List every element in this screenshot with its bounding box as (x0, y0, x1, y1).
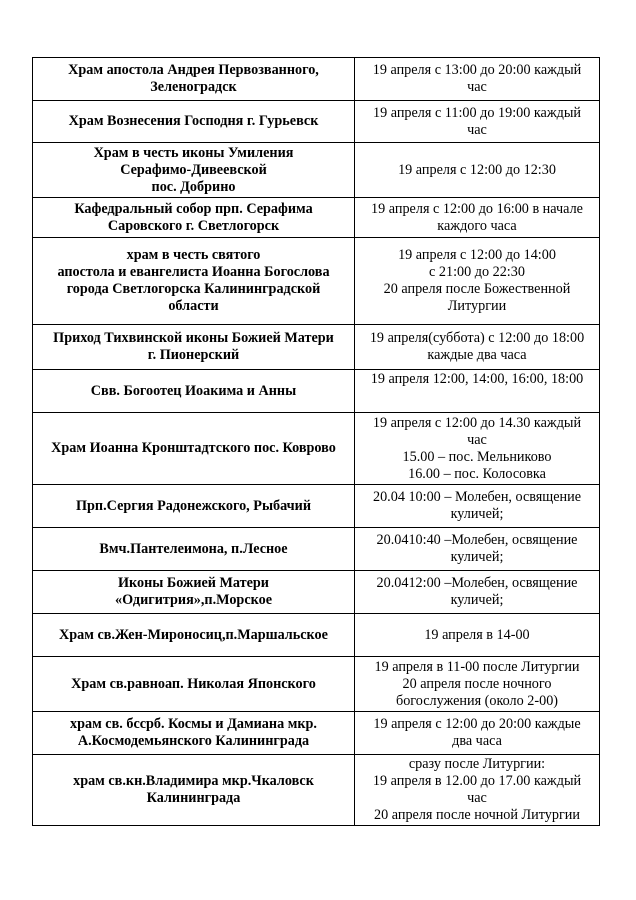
schedule-cell: 19 апреля с 12:00 до 12:30 (355, 143, 600, 198)
table-row (33, 370, 600, 413)
table-row (33, 528, 600, 571)
table-row (33, 614, 600, 657)
table-row (33, 485, 600, 528)
church-cell: Храм св.равноап. Николая Японского (33, 657, 355, 712)
schedule-cell: 20.0412:00 –Молебен, освящение куличей; (355, 571, 600, 614)
table-row (33, 143, 600, 198)
schedule-table (32, 57, 600, 826)
church-cell: Свв. Богоотец Иоакима и Анны (33, 370, 355, 413)
church-cell: Прп.Сергия Радонежского, Рыбачий (33, 485, 355, 528)
schedule-cell: 19 апреля с 11:00 до 19:00 каждый час (355, 101, 600, 143)
schedule-cell: 19 апреля(суббота) с 12:00 до 18:00 каждые два часа (355, 325, 600, 370)
schedule-cell: 19 апреля с 13:00 до 20:00 каждый час (355, 58, 600, 101)
table-row (33, 198, 600, 238)
table-row (33, 101, 600, 143)
church-cell: Храм Вознесения Господня г. Гурьевск (33, 101, 355, 143)
schedule-cell: 19 апреля с 12:00 до 14:00 с 21:00 до 22:30 20 апреля после Божественной Литургии (355, 238, 600, 325)
table-row (33, 571, 600, 614)
church-cell: Приход Тихвинской иконы Божией Матери г. Пионерский (33, 325, 355, 370)
table-row (33, 755, 600, 826)
schedule-cell: сразу после Литургии: 19 апреля в 12.00 до 17.00 каждый час 20 апреля после ночной Литургии (355, 755, 600, 826)
schedule-cell: 19 апреля с 12:00 до 20:00 каждые два часа (355, 712, 600, 755)
table-row (33, 657, 600, 712)
schedule-cell: 19 апреля в 11-00 после Литургии 20 апреля после ночного богослужения (около 2-00) (355, 657, 600, 712)
schedule-cell: 20.04 10:00 – Молебен, освящение куличей; (355, 485, 600, 528)
church-cell: храм св. бссрб. Космы и Дамиана мкр. А.Космодемьянского Калининграда (33, 712, 355, 755)
table-row (33, 58, 600, 101)
document-page (32, 57, 597, 826)
church-cell: Иконы Божией Матери «Одигитрия»,п.Морское (33, 571, 355, 614)
schedule-cell: 20.0410:40 –Молебен, освящение куличей; (355, 528, 600, 571)
church-cell: Кафедральный собор прп. Серафима Саровского г. Светлогорск (33, 198, 355, 238)
church-cell: Вмч.Пантелеимона, п.Лесное (33, 528, 355, 571)
schedule-cell: 19 апреля с 12:00 до 14.30 каждый час 15.00 – пос. Мельниково 16.00 – пос. Колосовка (355, 413, 600, 485)
church-cell: Храм Иоанна Кронштадтского пос. Коврово (33, 413, 355, 485)
table-row (33, 712, 600, 755)
schedule-cell: 19 апреля с 12:00 до 16:00 в начале каждого часа (355, 198, 600, 238)
table-row (33, 238, 600, 325)
church-cell: храм в честь святого апостола и евангелиста Иоанна Богослова города Светлогорска Калининградской области (33, 238, 355, 325)
schedule-cell: 19 апреля 12:00, 14:00, 16:00, 18:00 (355, 370, 600, 413)
church-cell: Храм св.Жен-Мироносиц,п.Маршальское (33, 614, 355, 657)
table-row (33, 413, 600, 485)
church-cell: Храм в честь иконы Умиления Серафимо-Дивеевской пос. Добрино (33, 143, 355, 198)
schedule-cell: 19 апреля в 14-00 (355, 614, 600, 657)
table-row (33, 325, 600, 370)
church-cell: Храм апостола Андрея Первозванного, Зеленоградск (33, 58, 355, 101)
church-cell: храм св.кн.Владимира мкр.Чкаловск Калининграда (33, 755, 355, 826)
